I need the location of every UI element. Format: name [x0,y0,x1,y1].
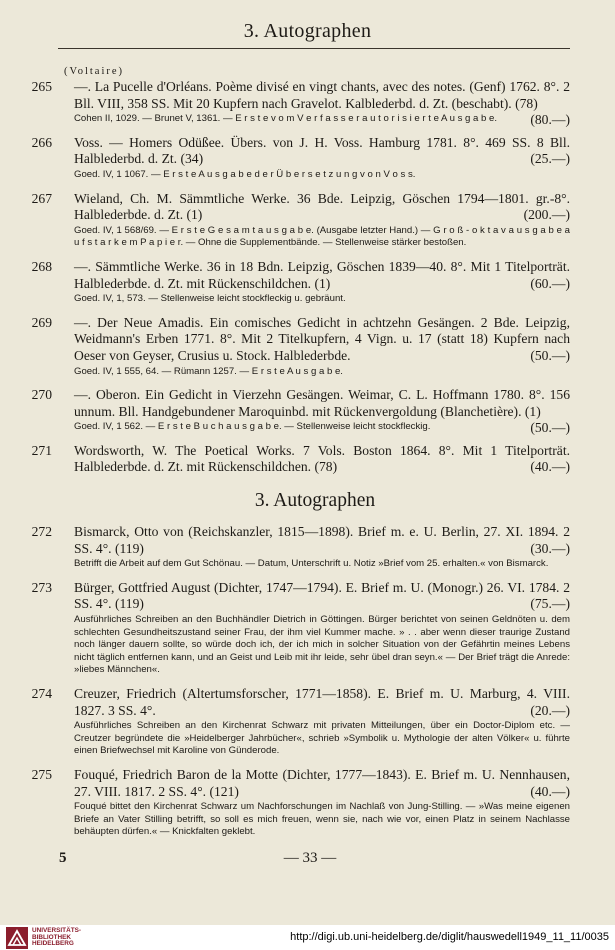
continuation-note: (Voltaire) [64,66,125,77]
entry-description [74,686,570,719]
catalog-entry [31,579,570,677]
library-logo-icon [6,927,28,949]
catalog-entry [31,442,570,476]
library-logo-text: UNIVERSITÄTS- BIBLIOTHEK HEIDELBERG [32,927,81,948]
entry-note: Ausführliches Schreiben an den Kirchenrat Schwarz mit privaten Mitteilungen, über ein Doctor-Diplom etc. — Creutzer begründete die »Heidelberger Jahrbücher«, schrieb »Symbolik u. Mythologie der alten Völker« u. führte einen Briefwechsel mit Karoline von Günderode. [74,720,570,757]
entry-number: 267 [31,190,52,206]
entry-number: 269 [31,314,52,330]
entries-part2 [31,524,570,839]
entry-number: 275 [31,766,52,782]
entry-note: Goed. IV, 1 1067. — E r s t e A u s g a b e d e r Ü b e r s e t z u n g v o n V o s s. [74,168,416,180]
entry-note: Goed. IV, 1, 573. — Stellenweise leicht stockfleckig u. gebräunt. [74,293,346,305]
entry-description [74,315,570,365]
entry-number: 268 [31,258,52,274]
source-url[interactable]: http://digi.ub.uni-heidelberg.de/diglit/hauswedell1949_11_11/0035 [290,931,609,943]
entry-text: Wordsworth, W. The Poetical Works. 7 Vols. Boston 1864. 8°. Mit 1 Titelporträt. Halblederbde. d. Zt. mit Rückenschildchen. (78) [74,442,570,475]
entry-number: 272 [31,524,52,540]
entry-price: (40.—) [530,783,570,799]
entry-description [74,767,570,800]
entry-note: Ausführliches Schreiben an den Buchhändler Dietrich in Göttingen. Bürger berichtet von seinen Geldnöten u. dem schlechten Gesundheitszustand seiner Frau, der ihm viel Kummer mache. » . . aber wenn dieser traurige Zustand noch länger dauern sollte, so würde doch ich, der ich mich in solcher Situation von der Gefährtin meines Lebens nicht täglich entfernen kann, und an Geist und Leib mit ihr leide, sehr übel dran seyn.« — Der Brief trägt die Anrede: »liebes Männchen«. [74,614,570,676]
running-head: 3. Autographen [243,20,372,42]
entry-price: (50.—) [530,420,570,436]
catalog-entry [31,134,570,182]
entry-text: Creuzer, Friedrich (Altertumsforscher, 1771—1858). E. Brief m. U. Marburg, 4. VIII. 1827. 3 SS. 4°. [74,686,570,718]
entry-description [74,524,570,557]
entry-price: (75.—) [530,596,570,612]
section-title: 3. Autographen [254,490,376,512]
entry-number: 266 [31,134,52,150]
entry-description [74,580,570,613]
entry-text: —. Der Neue Amadis. Ein comisches Gedicht in achtzehn Gesängen. 2 Bde. Leipzig, Weidmann's Erben 1771. 8°. Mit 2 Titelkupfern, 4 Vign. u. 17 (statt 18) Kupfern nach Oeser von Geyser, Crusius u. Stock. Halblederbde. [74,314,570,363]
signature-mark: 5 [59,850,67,866]
entry-text: Voss. — Homers Odüßee. Übers. von J. H. Voss. Hamburg 1781. 8°. 469 SS. 8 Bll. Halblederbd. d. Zt. (34) [74,134,570,167]
viewer-footer-bar [0,925,615,950]
entry-number: 270 [31,387,52,403]
entry-price: (80.—) [530,112,570,128]
entry-text: —. Oberon. Ein Gedicht in Vierzehn Gesängen. Weimar, C. L. Hoffmann 1780. 8°. 156 unnum. Bll. Handgebundener Maroquinbd. mit Rückenvergoldung (Blanchetière). (1) [74,387,570,419]
entry-description [74,259,570,292]
page-content [31,66,570,848]
entry-text: Bürger, Gottfried August (Dichter, 1747—1794). E. Brief m. U. (Monogr.) 26. VI. 1784. 2 SS. 4°. (119) [74,579,570,612]
entry-price: (20.—) [530,702,570,718]
entry-description [74,135,570,168]
header-rule [58,48,570,49]
entry-text: Wieland, Ch. M. Sämmtliche Werke. 36 Bde. Leipzig, Göschen 1794—1801. gr.-8°. Halblederbde. d. Zt. (1) [74,190,570,223]
entry-note: Goed. IV, 1 568/69. — E r s t e G e s a m t a u s g a b e. (Ausgabe letzter Hand.) — G r o ß - o k t a v a u s g a b e a u f s t a r k e m P a p i e r. — Ohne die Supplementbände. — Stellenweise stärker bestoßen. [74,224,570,249]
entry-number: 265 [31,79,52,94]
entry-note: Goed. IV, 1 562. — E r s t e B u c h a u s g a b e. — Stellenweise leicht stockfleckig. [74,421,431,433]
entry-price: (60.—) [530,275,570,291]
entry-price: (200.—) [523,207,570,223]
catalog-entry [31,190,570,250]
entry-text: —. Sämmtliche Werke. 36 in 18 Bdn. Leipzig, Göschen 1839—40. 8°. Mit 1 Titelporträt. Halblederbde. d. Zt. mit Rückenschildchen. (1) [74,258,570,291]
catalog-entry [31,686,570,758]
entry-text: Bismarck, Otto von (Reichskanzler, 1815—1898). Brief m. e. U. Berlin, 27. XI. 1894. 2 SS. 4°. (119) [74,524,570,556]
page-footer [60,850,560,872]
catalog-entry [31,79,570,128]
entry-description [74,191,570,224]
entries-part1 [31,79,570,476]
entry-price: (50.—) [530,347,570,363]
catalog-entry [31,524,570,571]
catalog-entry [31,258,570,306]
catalog-entry [31,766,570,839]
entry-price: (30.—) [530,540,570,556]
entry-price: (25.—) [530,151,570,167]
entry-number: 274 [31,686,52,701]
catalog-entry [31,387,570,436]
entry-note: Cohen II, 1029. — Brunet V, 1361. — E r s t e v o m V e r f a s s e r a u t o r i s i e r t e A u s g a b e. [74,113,498,125]
entry-description [74,443,570,476]
catalog-entry [31,314,570,378]
entry-note: Fouqué bittet den Kirchenrat Schwarz um Nachforschungen im Nachlaß von Jung-Stilling. — »Was meine eigenen Briefe an Vater Stilling betrifft, so soll es mich freuen, wenn sie, nach wie vor, einen Platz in seinem Nachlasse behäupten dürfen.« — Knickfalten geklebt. [74,801,570,838]
entry-number: 271 [31,442,52,458]
entry-number: 273 [31,579,52,595]
entry-text: Fouqué, Friedrich Baron de la Motte (Dichter, 1777—1843). E. Brief m. U. Nennhausen, 27. VIII. 1817. 2 SS. 4°. (121) [74,766,570,799]
entry-price: (40.—) [530,459,570,475]
entry-text: —. La Pucelle d'Orléans. Poème divisé en vingt chants, avec des notes. (Genf) 1762. 8°. 2 Bll. VIII, 358 SS. Mit 20 Kupfern nach Gravelot. Kalblederbd. d. Zt. (beschabt). (78) [74,79,570,111]
entry-note: Betrifft die Arbeit auf dem Gut Schönau. — Datum, Unterschrift u. Notiz »Brief vom 25. erhalten.« von Bismarck. [74,558,549,570]
page-number: — 33 — [283,850,337,866]
entry-note: Goed. IV, 1 555, 64. — Rümann 1257. — E r s t e A u s g a b e. [74,365,343,377]
